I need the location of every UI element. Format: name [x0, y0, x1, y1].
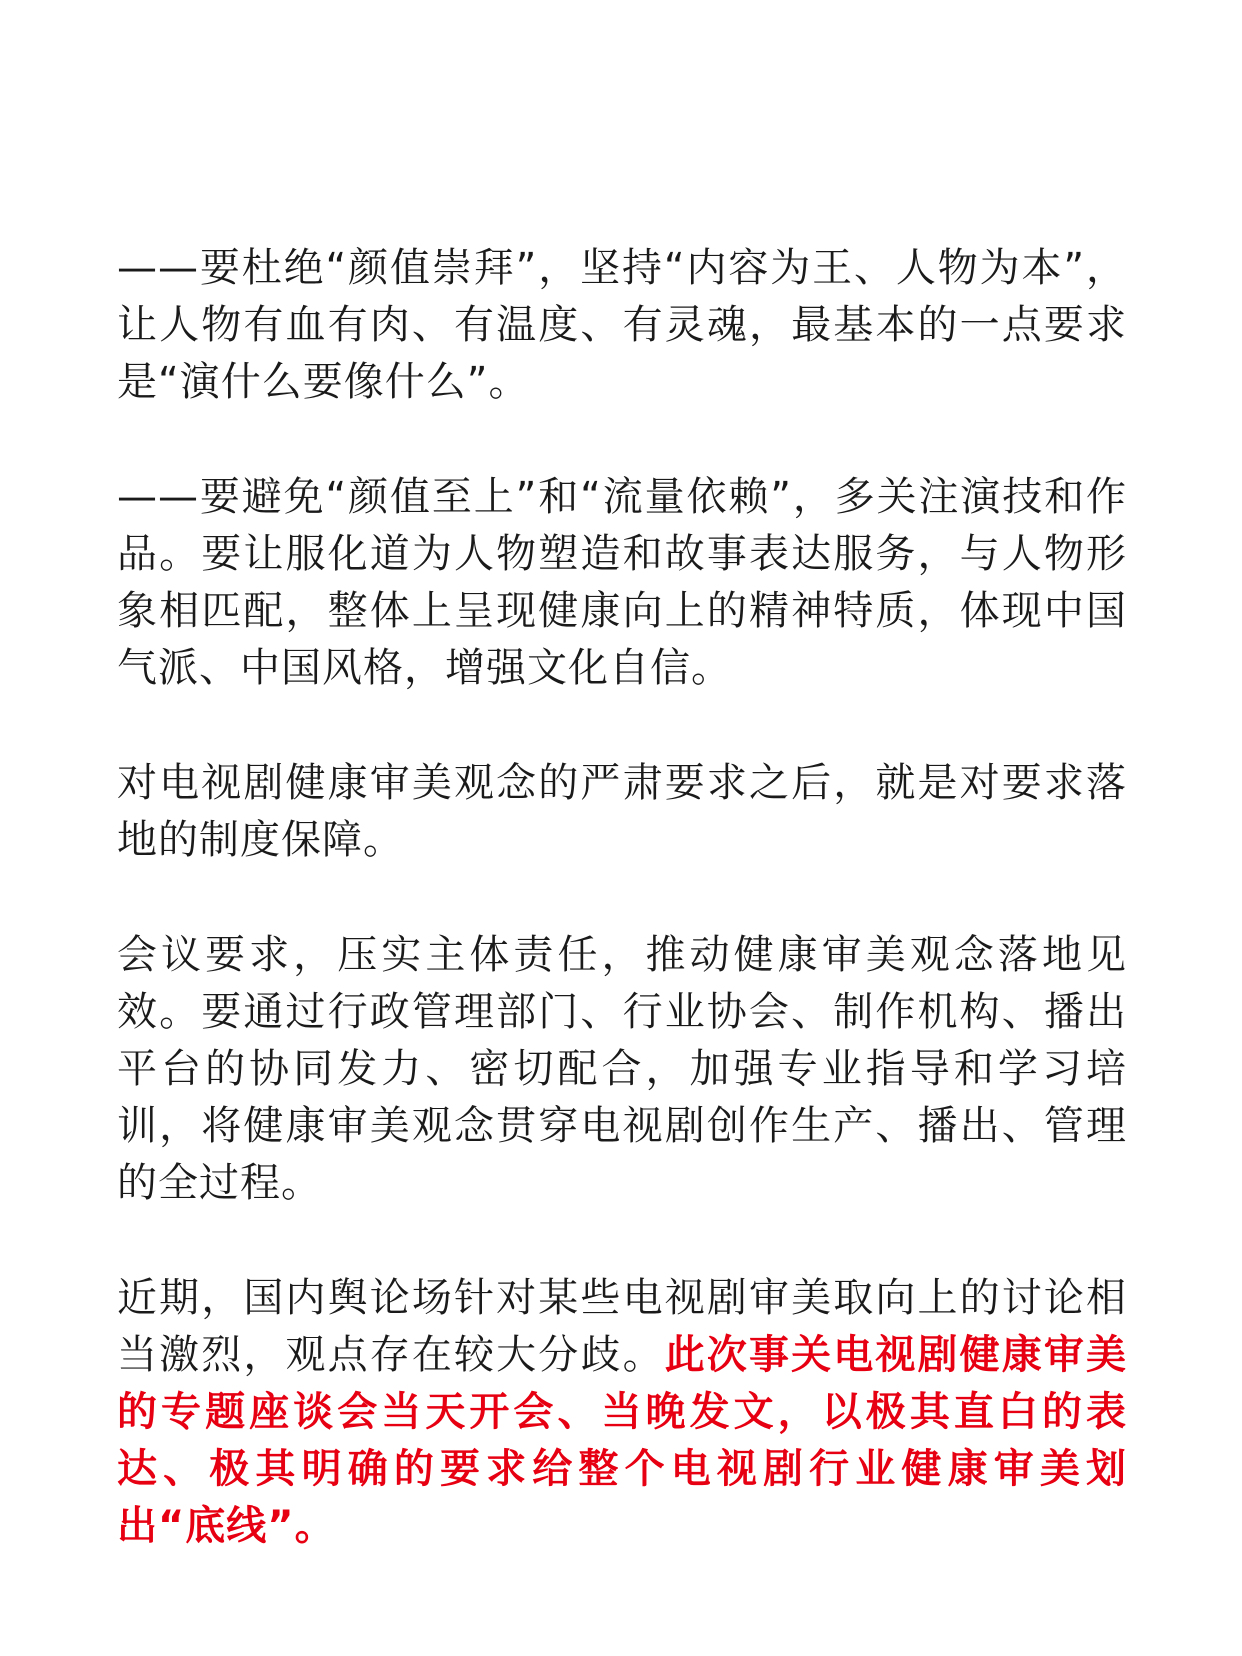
paragraph-avoid-looks-worship: ——要杜绝“颜值崇拜”，坚持“内容为王、人物为本”，让人物有血有肉、有温度、有灵魂，最基本的一点要求是“演什么要像什么”。 [117, 245, 1127, 405]
highlighted-bottom-line-text: 此次事关电视剧健康审美的专题座谈会当天开会、当晚发文，以极其直白的表达、极其明确的要求给整个电视剧行业健康审美划出“底线”。 [117, 1332, 1128, 1549]
paragraph-recent-discussion [117, 1270, 1127, 1555]
paragraph-recent-discussion-text: 近期，国内舆论场针对某些电视剧审美取向上的讨论相当激烈，观点存在较大分歧。 [117, 1275, 1127, 1378]
paragraph-meeting-requirements: 会议要求，压实主体责任，推动健康审美观念落地见效。要通过行政管理部门、行业协会、制作机构、播出平台的协同发力、密切配合，加强专业指导和学习培训，将健康审美观念贯穿电视剧创作生产、播出、管理的全过程。 [117, 932, 1127, 1206]
paragraph-avoid-traffic-dependence: ——要避免“颜值至上”和“流量依赖”，多关注演技和作品。要让服化道为人物塑造和故事表达服务，与人物形象相匹配，整体上呈现健康向上的精神特质，体现中国气派、中国风格，增强文化自信。 [117, 474, 1127, 691]
paragraph-institutional-guarantee: 对电视剧健康审美观念的严肃要求之后，就是对要求落地的制度保障。 [117, 760, 1127, 863]
article-body [117, 240, 1127, 1555]
